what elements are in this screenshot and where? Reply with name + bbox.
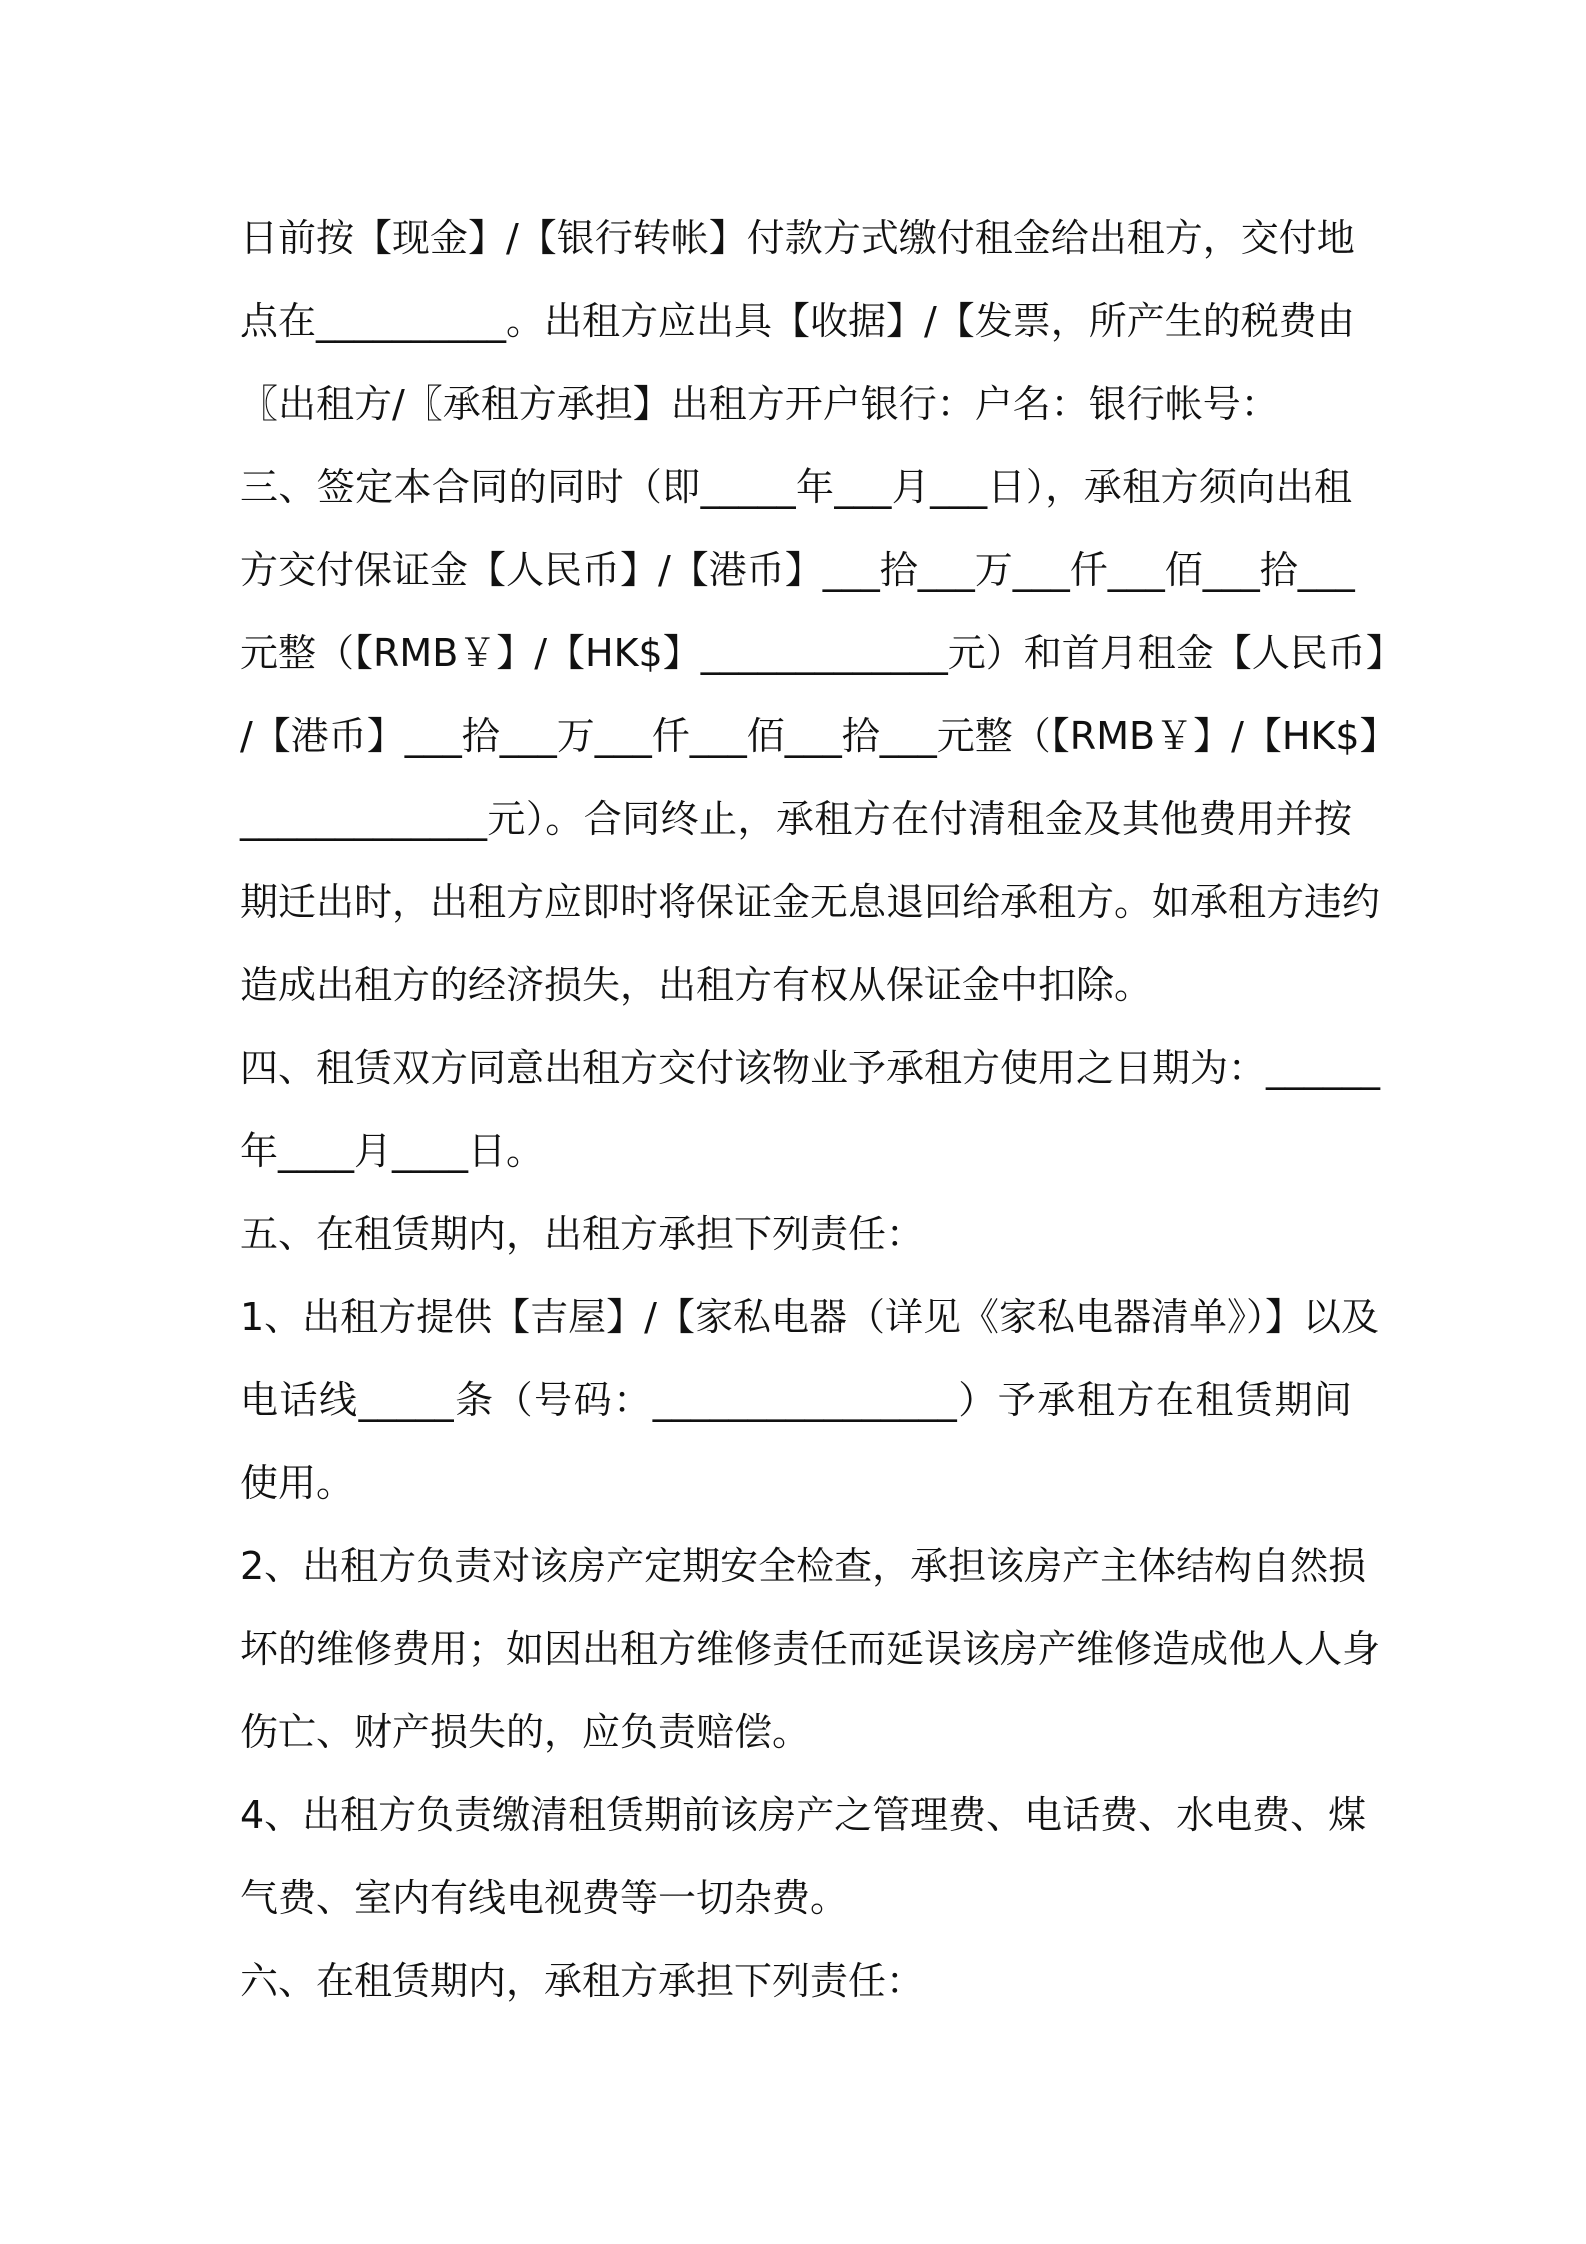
text-line: _____________元）。合同终止，承租方在付清租金及其他费用并按 bbox=[240, 797, 1352, 841]
text-line: 造成出租方的经济损失，出租方有权从保证金中扣除。 bbox=[240, 963, 1153, 1007]
contract-text-body bbox=[240, 197, 1404, 2023]
clause-item-4: 4、出租方负责缴清租赁期前该房产之管理费、电话费、水电费、煤 bbox=[240, 1793, 1367, 1837]
text-line: 气费、室内有线电视费等一切杂费。 bbox=[240, 1876, 849, 1920]
text-line: 使用。 bbox=[240, 1461, 355, 1505]
section-heading-3: 三、签定本合同的同时（即_____年___月___日），承租方须向出租 bbox=[240, 465, 1352, 509]
text-line: 〖出租方/〖承租方承担】出租方开户银行：户名：银行帐号： bbox=[240, 382, 1279, 426]
text-line: 元整（【RMB￥】/【HK$】_____________元）和首月租金【人民币】 bbox=[240, 631, 1404, 675]
section-heading-4: 四、租赁双方同意出租方交付该物业予承租方使用之日期为：______ bbox=[240, 1046, 1381, 1090]
text-line: 伤亡、财产损失的，应负责赔偿。 bbox=[240, 1710, 811, 1754]
text-line: 期迁出时，出租方应即时将保证金无息退回给承租方。如承租方违约 bbox=[240, 880, 1381, 924]
text-line: 坏的维修费用；如因出租方维修责任而延误该房产维修造成他人人身 bbox=[240, 1627, 1381, 1671]
text-line: 方交付保证金【人民币】/【港币】___拾___万___仟___佰___拾___ bbox=[240, 548, 1355, 592]
clause-item-1: 1、出租方提供【吉屋】/【家私电器（详见《家私电器清单》）】以及 bbox=[240, 1295, 1379, 1339]
section-heading-6: 六、在租赁期内，承租方承担下列责任： bbox=[240, 1959, 925, 2003]
clause-item-2: 2、出租方负责对该房产定期安全检查，承担该房产主体结构自然损 bbox=[240, 1544, 1367, 1588]
section-heading-5: 五、在租赁期内，出租方承担下列责任： bbox=[240, 1212, 925, 1256]
text-line: 点在__________。出租方应出具【收据】/【发票，所产生的税费由 bbox=[240, 299, 1355, 343]
text-line: 日前按【现金】/【银行转帐】付款方式缴付租金给出租方，交付地 bbox=[240, 216, 1355, 260]
text-line: /【港币】___拾___万___仟___佰___拾___元整（【RMB￥】/【HK$】 bbox=[240, 714, 1398, 758]
text-line: 年____月____日。 bbox=[240, 1129, 545, 1173]
text-line: 电话线_____条（号码：________________）予承租方在租赁期间 bbox=[240, 1378, 1352, 1422]
